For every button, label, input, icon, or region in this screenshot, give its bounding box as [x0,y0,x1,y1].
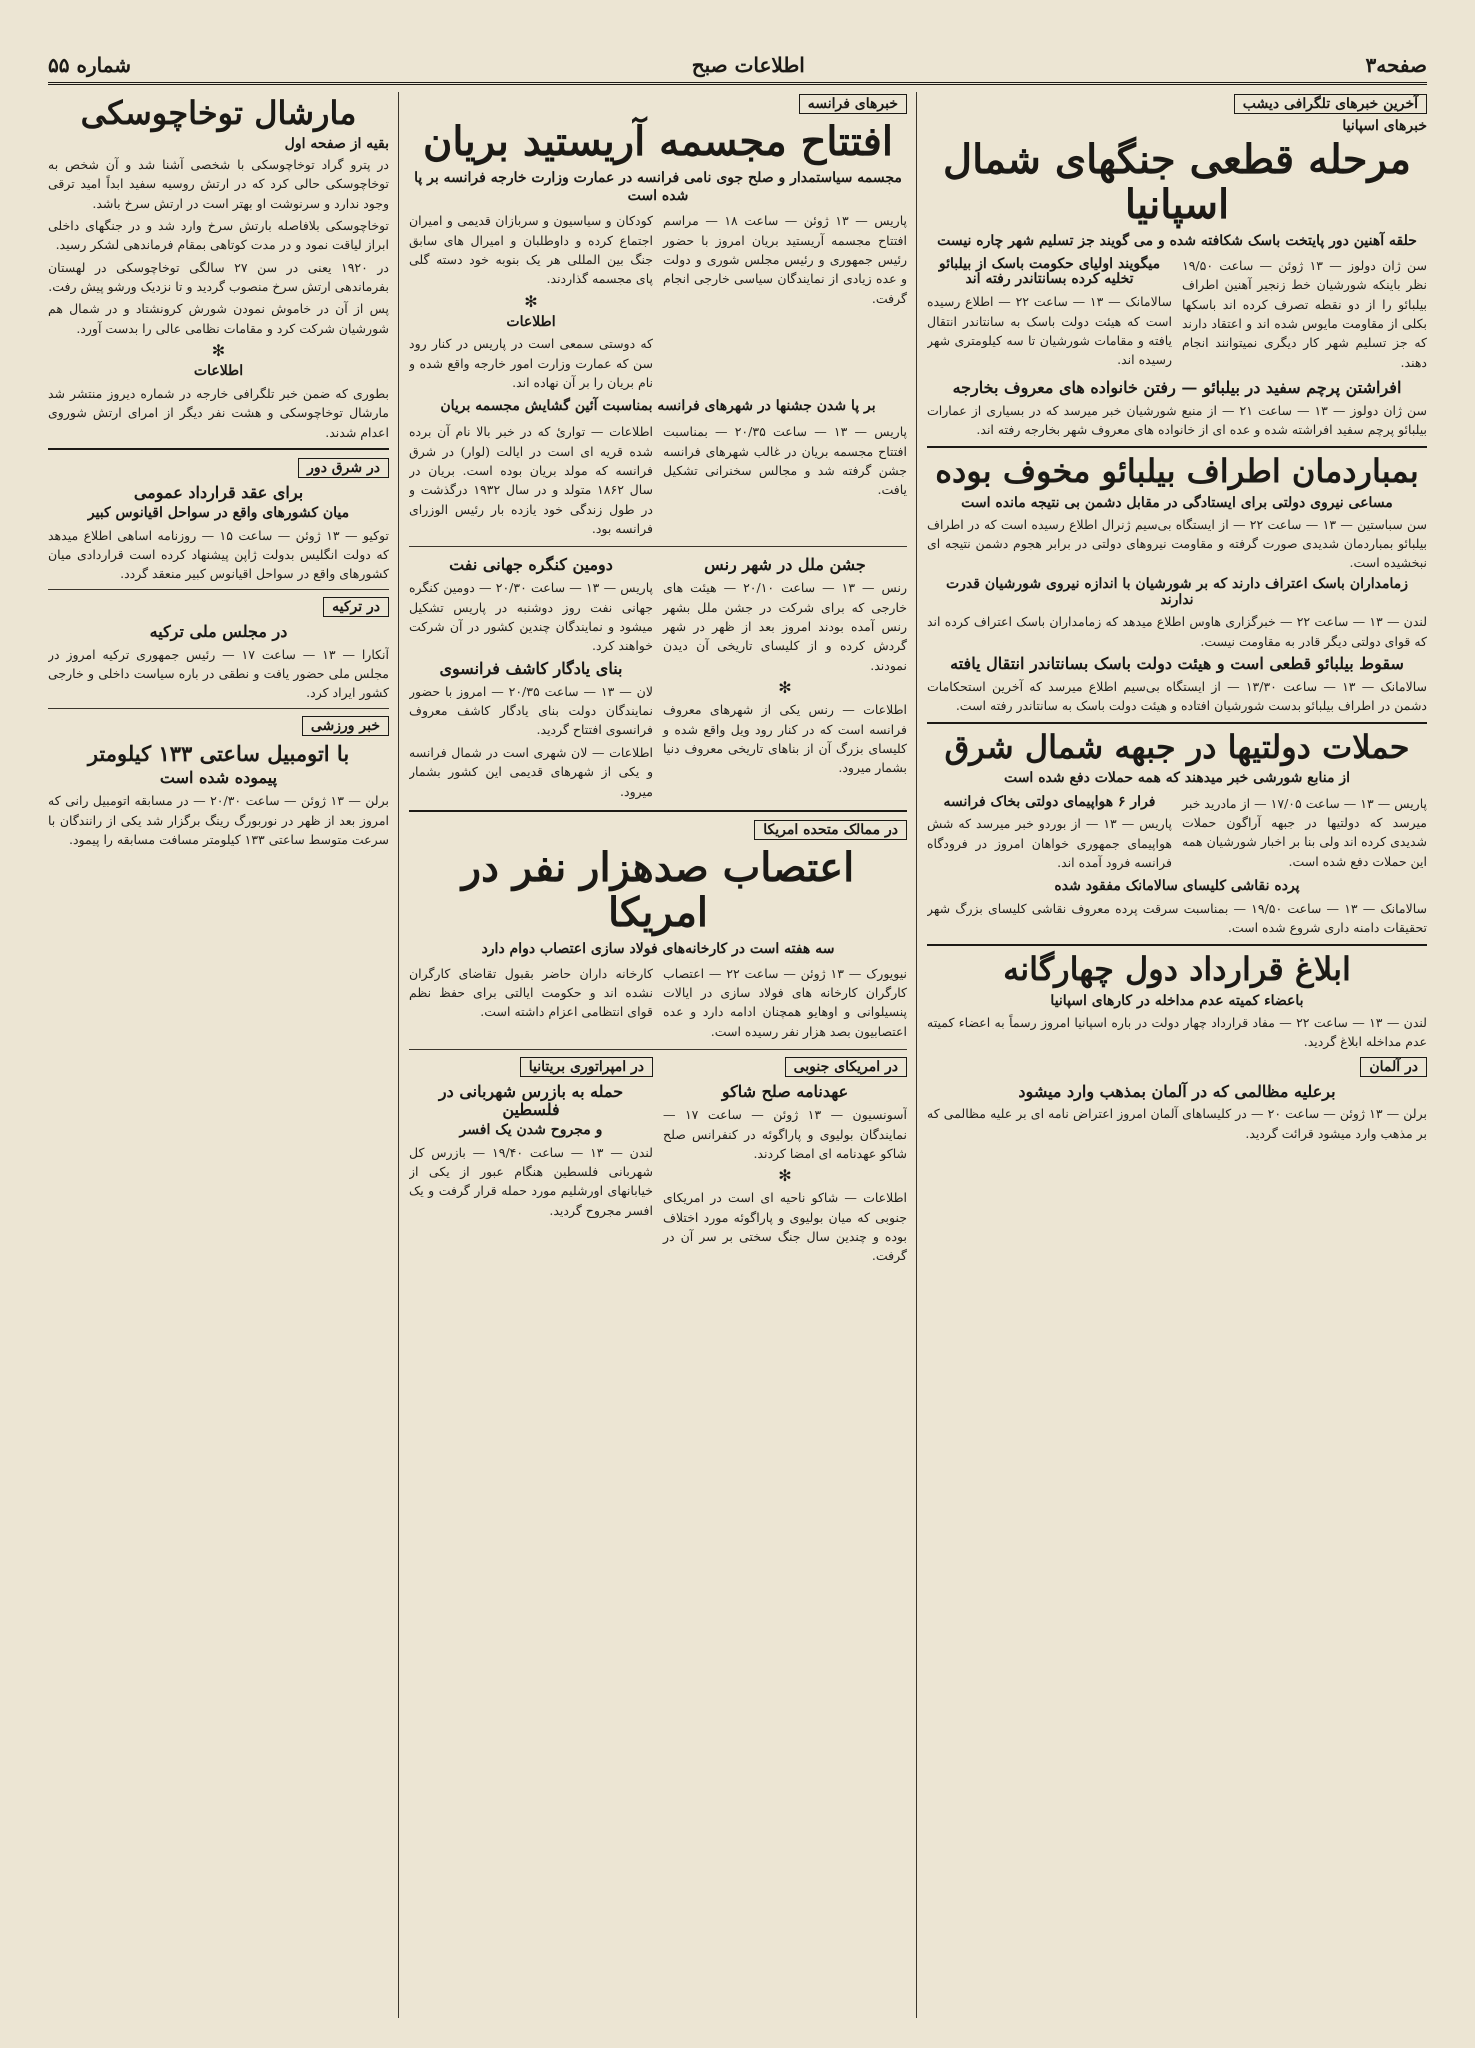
divider [48,708,389,709]
article-body: لان — ۱۳ — ساعت ۲۰/۳۵ — امروز با حضور نمایندگان دولت بنای یادگار کاشف معروف فرانسوی افتتاح گردید. [409,683,653,738]
subhead: فرار ۶ هواپیمای دولتی بخاک فرانسه [943,793,1156,810]
article-body: سن سباستین — ۱۳ — ساعت ۲۲ — از ایستگاه بی‌سیم ژنرال اطلاع رسیده است که در اطراف بیلبائو بمباردمان شدیدی صورت گرفته و مقاومت نیروهای دولتی در برابر هجوم دشمن نتیجه ای نبخشیده است. [927,516,1427,571]
deck-four-powers: باعضاء کمیته عدم مداخله در کارهای اسپانیا [1050,992,1304,1009]
column-rule [398,92,399,2018]
article-body: سن ژان دولوز — ۱۳ — ساعت ۲۱ — از منبع شورشیان خبر میرسد که در بسیاری از عمارات بیلبائو پرچم سفید افراشته شده و عده ای از خانواده های معروف شهر بخارجه رفته اند. [927,402,1427,438]
article-body: کودکان و سیاسیون و سربازان قدیمی و امیران اجتماع کرده و داوطلبان و امیرال های سابق جنگ بین المللی هر یک بنوبه خود دسته گلی پای مجسمه گذاردند. [409,213,653,287]
deck-briand: مجسمه سیاستمدار و صلح جوی نامی فرانسه در عمارت وزارت خارجه فرانسه بر پا شده است [414,169,902,204]
region-turkey: در ترکیه [323,597,389,617]
deck-strike: سه هفته است در کارخانه‌های فولاد سازی اعتصاب دوام دارد [481,940,835,957]
article-body: نیویورک — ۱۳ ژوئن — ساعت ۲۲ — اعتصاب کارگران کارخانه های فولاد سازی در ایالات پنسیلوانی و اوهایو همچنان ادامه دارد و عده اعتصابیون بصد هزار نفر رسیده است. [663,965,907,1039]
star-divider-icon: ✻ [211,341,226,361]
article-body: لندن — ۱۳ — ساعت ۲۲ — خبرگزاری هاوس اطلاع میدهد که زمامداران باسک اعتراف کرده اند که قوای دولتی دیگر قادر به مقاومت نیست. [927,614,1427,649]
deck-northeast: از منابع شورشی خبر میدهند که همه حملات دفع شده است [1003,770,1351,787]
spain-two-col [927,253,1427,375]
divider [927,446,1427,448]
subhead: پیموده شده است [159,768,278,788]
britain-block [409,1055,653,1269]
info-label: اطلاعات [506,313,556,330]
article-body: رنس — ۱۳ — ساعت ۲۰/۱۰ — هیئت های خارجی که برای شرکت در جشن ملل بشهر رنس آمده بودند امروز بعد از ظهر در شهر گردش کرده و از کلیسای تاریخی آن دیدن نمودند. [663,580,907,673]
article-body: پاریس — ۱۳ — ساعت ۲۰/۳۰ — دومین کنگره جهانی نفت روز دوشنبه در پاریس تشکیل میشود و نمایندگان چندین کشور در آن شرکت خواهند کرد. [409,580,654,654]
reims-oil-two-col [409,552,907,804]
headline-four-powers: ابلاغ قرارداد دول چهارگانه [1003,949,1351,988]
divider [927,944,1427,946]
subhead: جشن ملل در شهر رنس [704,555,866,575]
subhead: و مجروح شدن یک افسر [459,1122,603,1139]
subhead: حمله به بازرس شهربانی در فلسطین [438,1082,624,1120]
subhead: میگویند اولیای حکومت باسک از بیلبائو تخلیه کرده بسانتاندر رفته اند [938,255,1161,288]
subhead: با اتومبیل ساعتی ۱۳۳ کیلومتر [87,740,350,766]
article-body: توخاچوسکی بلافاصله بارتش سرخ وارد شد و در جنگهای داخلی ابراز لیاقت نمود و در مدت کوتاهی بمقام فرماندهی لشکر رسید. [48,217,389,253]
region-germany: در آلمان [1360,1057,1427,1077]
region-south-america: در امریکای جنوبی [785,1057,907,1077]
headline-spain-front: مرحله قطعی جنگهای شمال اسپانیا [943,136,1411,228]
article-body: سالامانک — ۱۳ — ساعت ۱۳/۳۰ — از ایستگاه بی‌سیم اطلاع میرسد که آخرین استحکامات دشمن در اطراف بیلبائو بدست شورشیان افتاده و هیئت دولت باسک به سانتاندر رفته است. [927,678,1427,714]
article-body: لندن — ۱۳ — ساعت ۲۲ — مفاد قرارداد چهار دولت در باره اسپانیا امروز رسماً به اعضاء کمیته عدم مداخله ابلاغ گردید. [927,1014,1427,1050]
subhead: برای عقد قرارداد عمومی [133,483,304,502]
article-body: کارخانه داران حاضر بقبول تقاضای کارگران نشده اند و حکومت ایالتی برای حفظ نظم قوای انتظامی اعزام داشته است. [409,965,653,1020]
region-far-east: در شرق دور [298,458,389,478]
subhead: افراشتن پرچم سفید در بیلبائو — رفتن خانواده های معروف بخارجه [952,378,1402,398]
subhead: سقوط بیلبائو قطعی است و هیئت دولت باسک بسانتاندر انتقال یافته [950,653,1404,673]
star-divider-icon: ✻ [524,291,538,311]
subhead: عهدنامه صلح شاکو [721,1082,849,1102]
article-body: اطلاعات — لان شهری است در شمال فرانسه و یکی از شهرهای قدیمی این کشور بشمار میرود. [409,744,653,799]
article-body: پس از آن در خاموش نمودن شورش کرونشتاد و در شمال هم شورشیان شرکت کرد و مقامات نظامی عالی را بدست آورد. [48,301,389,336]
issue-label: شماره ۵۵ [48,53,132,77]
continuation-note: بقیه از صفحه اول [284,135,389,152]
divider [48,589,389,590]
south-america-block [663,1055,907,1269]
article-body: پاریس — ۱۳ — از بوردو خبر میرسد که شش هواپیمای جمهوری خواهان امروز در فرودگاه فرانسه فرود آمده اند. [927,816,1172,871]
region-britain: در امپراتوری بریتانیا [520,1057,653,1077]
spain-right-block [927,253,1172,375]
kicker-france: خبرهای فرانسه [799,94,907,114]
star-divider-icon: ✻ [778,1166,792,1186]
subhead: بنای یادگار کاشف فرانسوی [439,658,623,678]
headline-briand: افتتاح مجسمه آریستید بریان [423,118,893,165]
article-body: سالامانک — ۱۳ — ساعت ۲۲ — اطلاع رسیده است که هیئت دولت باسک به سانتاندر انتقال یافته و مقامات شورشیان تا سه کیلومتری شهر رسیده اند. [927,294,1172,368]
column-tukhachevsky [48,92,389,2018]
divider [48,448,389,450]
headline-bombardment: بمباردمان اطراف بیلبائو مخوف بوده [935,451,1419,490]
headline-strike: اعتصاب صدهزار نفر در امریکا [461,843,855,936]
column-france-america [409,92,907,2018]
subhead: پرده نقاشی کلیسای سالامانک مفقود شده [1054,878,1300,895]
deck-bombardment: مساعی نیروی دولتی برای ایستادگی در مقابل دشمن بی نتیجه مانده است [961,494,1393,511]
headline-northeast: حملات دولتیها در جبهه شمال شرق [944,727,1410,766]
subhead: برعلیه مظالمی که در آلمان بمذهب وارد میشود [1018,1081,1336,1101]
article-body: سن ژان دولوز — ۱۳ ژوئن — ساعت ۱۹/۵۰ نظر باینکه شورشیان خط زنجیر آهنین اطراف بیلبائو را از دو نقطه تصرف کرده اند باسکها بکلی از مقاومت مایوس شده اند و اعتقاد دارند که جز تسلیم شهر کار دیگری نمیتوانند انجام دهند. [1182,257,1427,370]
article-body: که دوستی سمعی است در پاریس در کنار رود سن که عمارت وزارت امور خارجه واقع شده و نام بریان را بر آن نهاده اند. [409,336,653,391]
subhead: زمامداران باسک اعتراف دارند که بر شورشیان با اندازه نیروی شورشیان قدرت ندارند [945,575,1409,608]
subhead: دومین کنگره جهانی نفت [449,555,613,575]
article-body: در ۱۹۲۰ یعنی در سن ۲۷ سالگی توخاچوسکی در لهستان بفرماندهی ارتش سرخ منصوب گردید و تا نزدیک ورشو پیش رفت. [48,259,389,295]
strike-two-col [409,961,907,1045]
northeast-right-block [927,791,1172,876]
region-usa: در ممالک متحده امریکا [754,820,907,840]
article-body: در پترو گراد توخاچوسکی با شخصی آشنا شد و آن شخص به توخاچوسکی حالی کرد که در ارتش روسیه سفید ابداً امید ترقی وجود ندارد و سرنوشت او بهتر است در ارتش سرخ باشد. [48,156,389,211]
star-divider-icon: ✻ [778,678,792,698]
subhead: میان کشورهای واقع در سواحل اقیانوس کبیر [87,504,350,521]
article-body: بطوری که ضمن خبر تلگرافی خارجه در شماره دیروز منتشر شد مارشال توخاچوسکی و هشت نفر دیگر از امرای ارتش شوروی اعدام شدند. [48,385,389,440]
bottom-two-col [409,1055,907,1269]
deck-spain: حلقه آهنین دور پایتخت باسک شکافته شده و می گویند جز تسلیم شهر چاره نیست [937,232,1417,249]
celebration-two-col [409,419,907,541]
article-body: اطلاعات — توارئ که در خبر بالا نام آن برده شده قریه ای است در ایالت (لوار) در شرق فرانسه که مولد بریان بوده است. بریان در سال ۱۸۶۲ متولد و در سال ۱۹۳۲ درگذشت و در طول زندگی خود یازده بار رئیس الوزرای فرانسه بود. [409,424,653,537]
article-body: سالامانک — ۱۳ — ساعت ۱۹/۵۰ — بمناسبت سرقت پرده معروف نقاشی کلیسای بزرگ شهر تحقیقات دامنه داری شروع شده است. [927,901,1427,936]
northeast-two-col [927,791,1427,876]
article-body: آسونسیون — ۱۳ ژوئن — ساعت ۱۷ — نمایندگان بولیوی و پاراگوئه در کنفرانس صلح شاکو عهدنامه ای امضا کردند. [663,1107,907,1161]
subhead: بر پا شدن جشنها در شهرهای فرانسه بمناسبت آئین گشایش مجسمه بریان [440,398,876,415]
divider [409,546,907,547]
article-body: برلن — ۱۳ ژوئن — ساعت ۲۰/۳۰ — در مسابقه اتومبیل رانی که امروز بعد از ظهر در نوربورگ رینگ برگزار شد یکی از رانندگان با سرعت متوسط ساعتی ۱۳۳ کیلومتر مسافت مسابقه را پیمود. [48,793,389,847]
divider [409,810,907,812]
article-body: پاریس — ۱۳ — ساعت ۱۷/۰۵ — از مادرید خبر میرسد که دولتیها در جبهه آراگون حملات شدیدی کرده اند ولی بنا بر اخبار شورشیان همه این حملات دفع شده است. [1182,795,1427,869]
column-spain [927,92,1427,2018]
reims-block [663,552,907,804]
paper-name: اطلاعات صبح [691,53,805,77]
info-label: اطلاعات [193,363,244,380]
briand-left-block [409,208,653,395]
briand-two-col [409,208,907,395]
oil-block [409,552,653,804]
article-body: لندن — ۱۳ — ساعت ۱۹/۴۰ — بازرس کل شهربانی فلسطین هنگام عبور از یکی از خیابانهای اورشلیم مورد حمله قرار گرفت و یک افسر مجروح گردید. [409,1144,653,1218]
article-body: برلن — ۱۳ ژوئن — ساعت ۲۰ — در کلیساهای آلمان امروز اعتراض نامه ای بر علیه مظالمی که بر مذهب وارد میشود قرائت گردید. [927,1106,1427,1141]
region-sports: خبر ورزشی [302,716,389,736]
masthead [48,48,1427,85]
article-body: اطلاعات — شاکو ناحیه ای است در امریکای جنوبی که میان بولیوی و پاراگوئه مورد اختلاف بوده و چندین سال جنگ سختی بر سر آن در گرفت. [663,1190,907,1264]
article-body: پاریس — ۱۳ ژوئن — ساعت ۱۸ — مراسم افتتاح مجسمه آریستید بریان امروز با حضور رئیس جمهوری و رئیس مجلس شوری و دولت و عده زیادی از نمایندگان سیاسی خارجی انجام گرفت. [663,213,907,306]
kicker-spain: خبرهای اسپانیا [1342,118,1427,134]
article-body: توکیو — ۱۳ ژوئن — ساعت ۱۵ — روزنامه اساهی اطلاع میدهد که دولت انگلیس بدولت ژاپن پیشنهاد کرده است قراردادی میان کشورهای واقع در سواحل اقیانوس کبیر منعقد گردد. [48,527,389,582]
divider [927,722,1427,724]
subhead: در مجلس ملی ترکیه [149,621,288,641]
article-body: پاریس — ۱۳ — ساعت ۲۰/۳۵ — بمناسبت افتتاح مجسمه بریان در غالب شهرهای فرانسه جشن گرفته شد و مجالس سخنرانی تشکیل یافت. [663,424,907,498]
article-body: آنکارا — ۱۳ — ساعت ۱۷ — رئیس جمهوری ترکیه امروز در مجلس ملی حضور یافت و نطقی در باره سیاست داخلی و خارجی کشور ایراد کرد. [48,646,389,701]
article-body: اطلاعات — رنس یکی از شهرهای معروف فرانسه است که در کنار رود ویل واقع شده و کلیسای بزرگ آن از بناهای تاریخی معروف دنیا بشمار میرود. [663,702,907,776]
divider [409,1049,907,1050]
headline-tukhachevsky: مارشال توخاچوسکی [80,94,357,132]
kicker-telegraph: آخرین خبرهای تلگرافی دیشب [1234,94,1427,114]
page-label: صفحه۳ [1365,53,1427,77]
column-rule [916,92,917,2018]
